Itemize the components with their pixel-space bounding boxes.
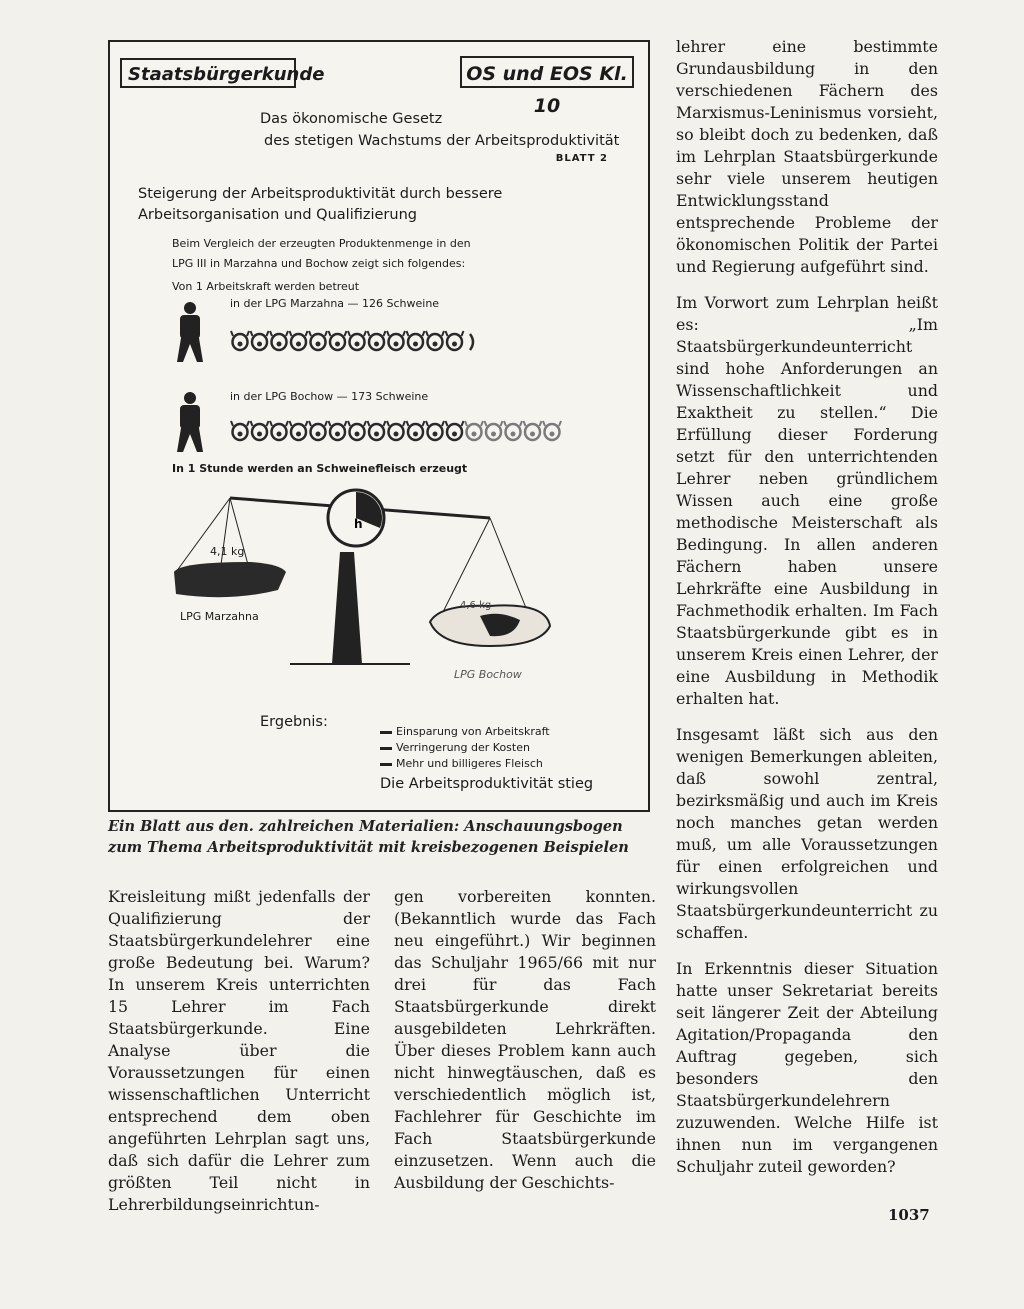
paragraph: gen vorbereiten konnten. (Bekanntlich wurde das Fach neu eingeführt.) Wir beginnen das Schuljahr 1965/66 mit nur drei für das Fach Staatsbürgerkunde direkt ausgebildeten Lehrkräften. Über dieses Problem kann auch nicht hinwegtäuschen, daß es verschiedentlich möglich ist, Fachlehrer für Geschichte im Fach Staatsbürgerkunde einzusetzen. Wenn auch die Ausbildung der Geschichts- [394, 887, 656, 1192]
pig-head-icon [348, 331, 366, 350]
worker-figure-icon [177, 392, 203, 452]
pig-head-icon [290, 421, 308, 440]
pig-head-icon [231, 421, 249, 440]
body-column-1 [108, 886, 370, 1230]
pig-head-icon [407, 331, 425, 350]
sheet-grade-box: OS und EOS Kl. 10 [460, 56, 634, 88]
scale-stand [332, 552, 362, 664]
meat-marzahna [174, 562, 286, 597]
sheet-intro-line2: LPG III in Marzahna und Bochow zeigt sich folgendes: [172, 257, 466, 270]
pig-head-icon [251, 421, 269, 440]
pig-head-icon [329, 421, 347, 440]
kg-marzahna-label: 4,1 kg [210, 545, 245, 558]
result-item: Verringerung der Kosten [380, 740, 550, 756]
conclusion-text: Die Arbeitsproduktivität stieg [380, 776, 594, 792]
body-column-3 [676, 36, 938, 1192]
paragraph: Kreisleitung mißt jedenfalls der Qualifizierung der Staatsbürgerkundelehrer eine große Bedeutung bei. Warum? In unserem Kreis unterrichten 15 Lehrer im Fach Staatsbürgerkunde. Eine Analyse über die Voraussetzungen für einen wissenschaftlichen Unterricht entsprechend dem oben angeführten Lehrplan sagt uns, daß sich dafür die Lehrer zum größten Teil nicht in Lehrerbildungseinrichtun- [108, 887, 370, 1214]
figure-caption: Ein Blatt aus den. zahlreichen Materialien: Anschauungsbogen zum Thema Arbeitsproduktivität mit kreisbezogenen Beispielen [108, 818, 629, 856]
ergebnis-label: Ergebnis: [260, 714, 328, 730]
pig-head-icon [329, 331, 347, 350]
pig-head-icon [290, 331, 308, 350]
sheet-stunde-label: In 1 Stunde werden an Schweinefleisch erzeugt [172, 462, 468, 475]
pig-head-icon [504, 421, 522, 440]
sheet-subtitle-line2: Arbeitsorganisation und Qualifizierung [138, 207, 417, 223]
sheet-title-line2: des stetigen Wachstums der Arbeitsproduktivität [264, 133, 620, 149]
sheet-von-label: Von 1 Arbeitskraft werden betreut [172, 280, 360, 293]
page-number: 1037 [888, 1206, 930, 1224]
scale-illustration [174, 490, 550, 664]
pig-head-icon [231, 331, 249, 350]
pig-head-icon [543, 421, 561, 440]
pig-head-icon [368, 421, 386, 440]
sheet-subtitle-line1: Steigerung der Arbeitsproduktivität durch bessere [138, 186, 503, 202]
result-item: Mehr und billigeres Fleisch [380, 756, 550, 772]
paragraph: Insgesamt läßt sich aus den wenigen Bemerkungen ableiten, daß sowohl zentral, bezirksmäßig und auch im Kreis noch manches getan werden muß, um alle Voraussetzungen für einen erfolgreichen und wirkungsvollen Staatsbürgerkundeunterricht zu schaffen. [676, 725, 938, 942]
pig-head-icon [446, 331, 464, 350]
illustration-graphics [110, 42, 648, 810]
pig-head-icon [426, 421, 444, 440]
lpg-marzahna-pigs-label: in der LPG Marzahna — 126 Schweine [230, 297, 440, 310]
pig-head-icon [368, 331, 386, 350]
result-item: Einsparung von Arbeitskraft [380, 724, 550, 740]
pig-head-icon [407, 421, 425, 440]
pig-head-icon [309, 331, 327, 350]
pig-head-icon [387, 421, 405, 440]
lpg-bochow-pigs-label: in der LPG Bochow — 173 Schweine [230, 390, 429, 403]
clock-label: h [354, 517, 363, 531]
pig-head-icon [426, 331, 444, 350]
pig-head-icon [251, 331, 269, 350]
lpg-bochow-label: LPG Bochow [454, 668, 522, 681]
worksheet-illustration [108, 40, 650, 812]
pig-head-icon [270, 331, 288, 350]
body-column-2 [394, 886, 656, 1208]
pig-head-icon [470, 334, 473, 350]
sheet-intro-line1: Beim Vergleich der erzeugten Produktenmenge in den [172, 237, 471, 250]
worker-figure-icon [177, 302, 203, 362]
paragraph: Im Vorwort zum Lehrplan heißt es: „Im Staatsbürgerkundeunterricht sind hohe Anforderungen an Wissenschaftlichkeit und Exaktheit zu stellen.“ Die Erfüllung dieser Forderung setzt für den unterrichtenden Lehrer neben gründlichem Wissen auch eine große methodische Meisterschaft als Bedingung. In allen anderen Fächern haben unsere Lehrkräfte eine Ausbildung in Fachmethodik erhalten. Im Fach Staatsbürgerkunde gibt es in unserem Kreis einen Lehrer, der eine Ausbildung in Methodik erhalten hat. [676, 293, 938, 708]
pig-head-icon [485, 421, 503, 440]
paragraph: lehrer eine bestimmte Grundausbildung in den verschiedenen Fächern des Marxismus-Leninismus vorsieht, so bleibt doch zu bedenken, daß im Lehrplan Staatsbürgerkunde sehr viele unserem heutigen Entwicklungsstand entsprechende Probleme der ökonomischen Politik der Partei und Regierung aufgeführt sind. [676, 37, 938, 276]
pig-head-icon [309, 421, 327, 440]
sheet-subject-box: Staatsbürgerkunde [120, 58, 296, 88]
pig-head-icon [270, 421, 288, 440]
pig-head-icon [446, 421, 464, 440]
results-list [380, 724, 550, 772]
sheet-number: BLATT 2 [555, 153, 608, 164]
lpg-marzahna-label: LPG Marzahna [180, 610, 259, 623]
pig-head-icon [524, 421, 542, 440]
paragraph: In Erkenntnis dieser Situation hatte unser Sekretariat bereits seit längerer Zeit der Abteilung Agitation/Propaganda den Auftrag gegeben, sich besonders den Staatsbürgerkundelehrern zuzuwenden. Welche Hilfe ist ihnen nun im vergangenen Schuljahr zuteil geworden? [676, 959, 938, 1176]
pig-head-icon [387, 331, 405, 350]
kg-bochow-label: 4,6 kg [460, 600, 492, 611]
sheet-title-line1: Das ökonomische Gesetz [260, 111, 443, 127]
pig-head-icon [465, 421, 483, 440]
pig-head-icon [348, 421, 366, 440]
